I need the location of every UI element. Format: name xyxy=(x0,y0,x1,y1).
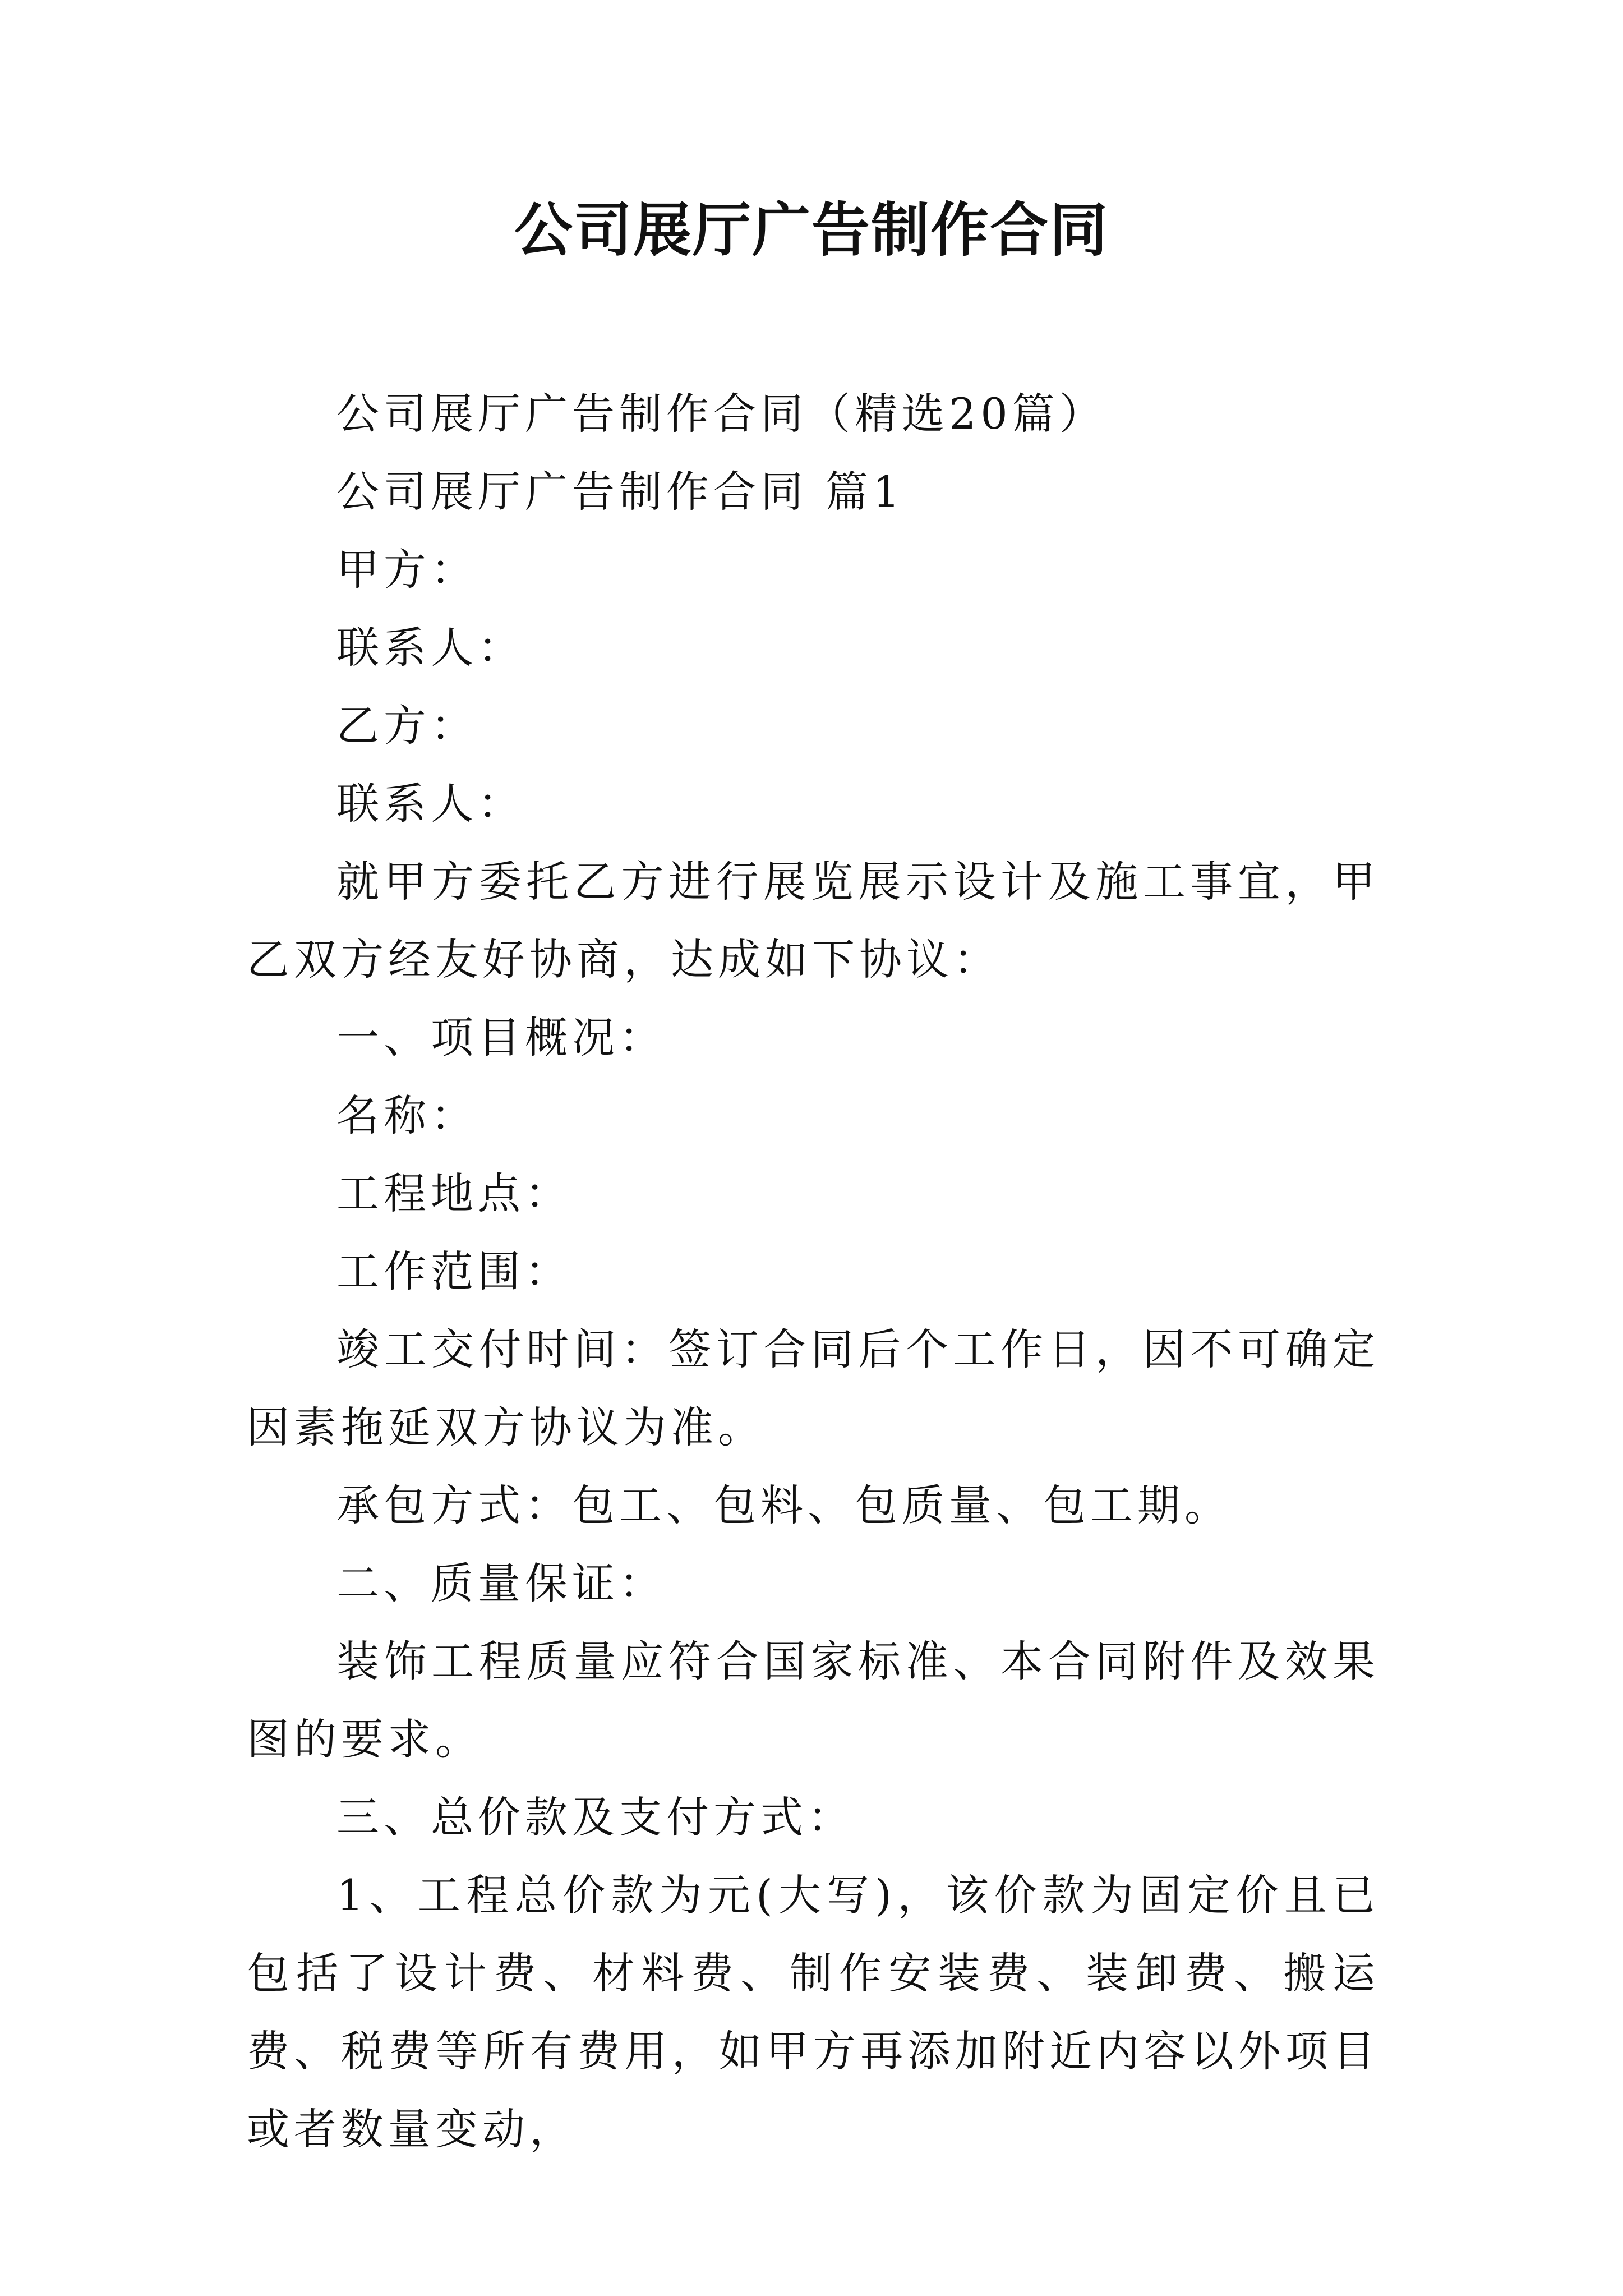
paragraph-contract-method: 承包方式：包工、包料、包质量、包工期。 xyxy=(336,1480,1232,1530)
paragraph-party-b: 乙方： xyxy=(336,701,478,751)
paragraph-project-overview-heading: 一、项目概况： xyxy=(336,1013,666,1062)
paragraph-section-heading: 公司展厅广告制作合同 篇1 xyxy=(336,467,905,517)
paragraph-party-a: 甲方： xyxy=(336,545,478,595)
paragraph-payment-heading: 三、总价款及支付方式： xyxy=(336,1792,855,1842)
paragraph-quality-heading: 二、质量保证： xyxy=(336,1558,666,1608)
paragraph-party-b-contact: 联系人： xyxy=(336,779,525,829)
paragraph-project-name: 名称： xyxy=(336,1091,478,1140)
document-body xyxy=(247,375,1380,2168)
paragraph-quality-standard: 装饰工程质量应符合国家标准、本合同附件及效果图的要求。 xyxy=(247,1636,1380,1764)
document-title: 公司展厅广告制作合同 xyxy=(514,196,1109,264)
paragraph-total-price: 1、工程总价款为元(大写)，该价款为固定价且已包括了设计费、材料费、制作安装费、装卸费、搬运费、税费等所有费用，如甲方再添加附近内容以外项目或者数量变动， xyxy=(247,1870,1380,2154)
paragraph-completion-time: 竣工交付时间：签订合同后个工作日，因不可确定因素拖延双方协议为准。 xyxy=(247,1324,1380,1452)
paragraph-subtitle: 公司展厅广告制作合同（精选20篇） xyxy=(336,389,1106,439)
paragraph-agreement-intro: 就甲方委托乙方进行展览展示设计及施工事宜，甲乙双方经友好协商，达成如下协议： xyxy=(247,857,1380,984)
paragraph-party-a-contact: 联系人： xyxy=(336,623,525,673)
paragraph-project-location: 工程地点： xyxy=(336,1168,572,1218)
paragraph-work-scope: 工作范围： xyxy=(336,1246,572,1296)
